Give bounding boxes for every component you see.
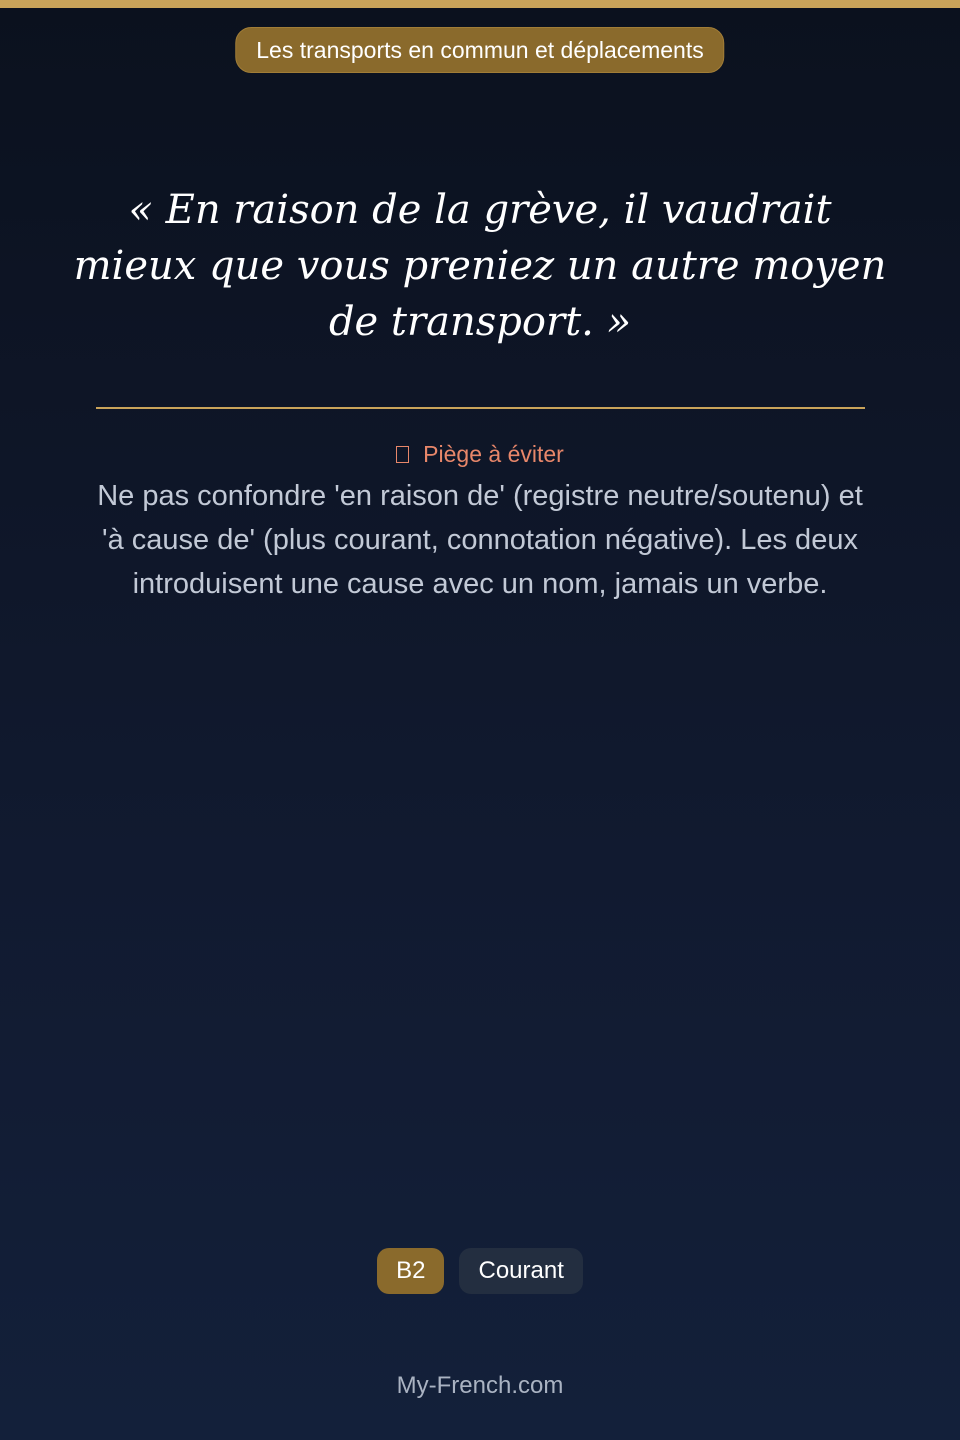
category-badge: Les transports en commun et déplacements xyxy=(235,27,724,73)
divider xyxy=(96,407,865,409)
top-accent-bar xyxy=(0,0,960,8)
site-footer: My-French.com xyxy=(396,1372,564,1399)
example-quote: « En raison de la grève, il vaudrait mieux que vous preniez un autre moyen de transport. » xyxy=(73,187,887,345)
pitfall-heading-label: Piège à éviter xyxy=(423,441,564,467)
pitfall-heading xyxy=(0,439,960,469)
register-badge: Courant xyxy=(459,1248,582,1294)
warning-icon xyxy=(396,446,409,463)
pitfall-explanation: Ne pas confondre 'en raison de' (registre neutre/soutenu) et 'à cause de' (plus courant, connotation négative). Les deux introduisent une cause avec un nom, jamais un verbe. xyxy=(97,480,863,600)
tag-row xyxy=(0,1248,960,1294)
level-badge: B2 xyxy=(377,1248,444,1294)
